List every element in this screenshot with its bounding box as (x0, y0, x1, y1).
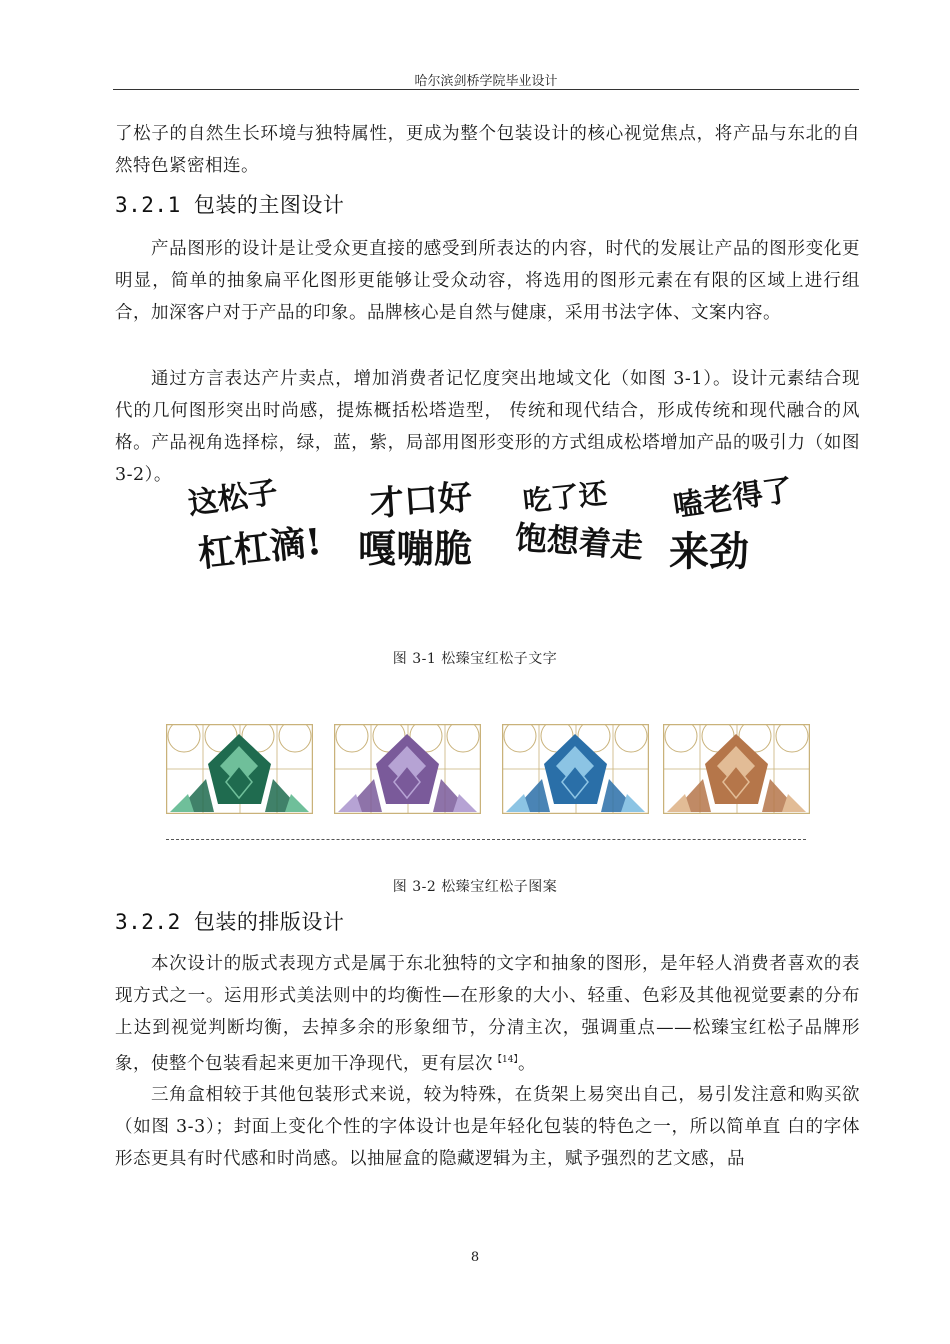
paragraph-intro: 了松子的自然生长环境与独特属性，更成为整个包装设计的核心视觉焦点，将产品与东北的自然特色紧密相连。 (115, 124, 860, 176)
slogan-4-line1: 嗑老得了 (671, 472, 795, 525)
slogan-3-line2: 饱想着走 (513, 518, 645, 566)
paragraph-layout (115, 948, 860, 1080)
page-header: 哈尔滨剑桥学院毕业设计 (414, 74, 558, 89)
figure-3-2-patterns (166, 724, 806, 816)
section-heading-3-2-1: 3.2.1 包装的主图设计 (115, 193, 345, 217)
slogan-4-line2: 来劲 (669, 528, 749, 575)
slogan-1-line1: 这松子 (185, 474, 280, 523)
paragraph-triangle-box: 三角盒相较于其他包装形式来说，较为特殊，在货架上易突出自己，易引发注意和购买欲（如图 3-3）；封面上变化个性的字体设计也是年轻化包装的特色之一，所以简单直 白的字体形态更具有时代感和时尚感。以抽屉盒的隐藏逻辑为主，赋予强烈的艺文感，品 (115, 1085, 860, 1169)
slogan-3-line1: 吃了还 (521, 476, 609, 519)
paragraph-layout-text: 本次设计的版式表现方式是属于东北独特的文字和抽象的图形，是年轻人消费者喜欢的表现方式之一。运用形式美法则中的均衡性—在形象的大小、轻重、色彩及其他视觉要素的分布上达到视觉判断均衡，去掉多余的形象细节，分清主次，强调重点——松臻宝红松子品牌形象，使整个包装看起来更加干净现代，更有层次 (115, 954, 860, 1074)
pattern-tile-brown (663, 724, 810, 814)
section-heading-3-2-2: 3.2.2 包装的排版设计 (115, 910, 345, 934)
slogan-2 (352, 477, 502, 600)
slogan-2-line1: 才口好 (368, 477, 474, 525)
pattern-tile-green (166, 724, 313, 814)
slogan-1-line2: 杠杠滴! (196, 520, 324, 576)
header-rule (113, 89, 859, 90)
pattern-tile-purple (334, 724, 481, 814)
slogan-3 (513, 476, 655, 600)
slogan-4 (665, 472, 795, 600)
slogan-1 (180, 474, 330, 600)
slogan-2-line2: 嘎嘣脆 (358, 526, 473, 571)
figure-dashed-divider (166, 839, 806, 840)
figure-3-1-caption: 图 3-1 松臻宝红松子文字 (392, 651, 558, 667)
figure-3-2-caption: 图 3-2 松臻宝红松子图案 (392, 879, 558, 895)
page-number: 8 (470, 1250, 480, 1265)
paragraph-dialect: 通过方言表达产片卖点，增加消费者记忆度突出地域文化（如图 3-1）。设计元素结合现代的几何图形突出时尚感，提炼概括松塔造型， 传统和现代结合，形成传统和现代融合的风格。产品视角选择棕，绿，蓝，紫，局部用图形变形的方式组成松塔增加产品的吸引力（如图 3-2）。 (115, 369, 860, 485)
paragraph-layout-end: 。 (517, 1053, 536, 1074)
pattern-tile-blue (502, 724, 649, 814)
citation-ref: 【14】 (493, 1055, 518, 1065)
paragraph-main-graphic: 产品图形的设计是让受众更直接的感受到所表达的内容，时代的发展让产品的图形变化更明显，简单的抽象扁平化图形更能够让受众动容，将选用的图形元素在有限的区域上进行组合，加深客户对于产品的印象。品牌核心是自然与健康，采用书法字体、文案内容。 (115, 239, 860, 323)
